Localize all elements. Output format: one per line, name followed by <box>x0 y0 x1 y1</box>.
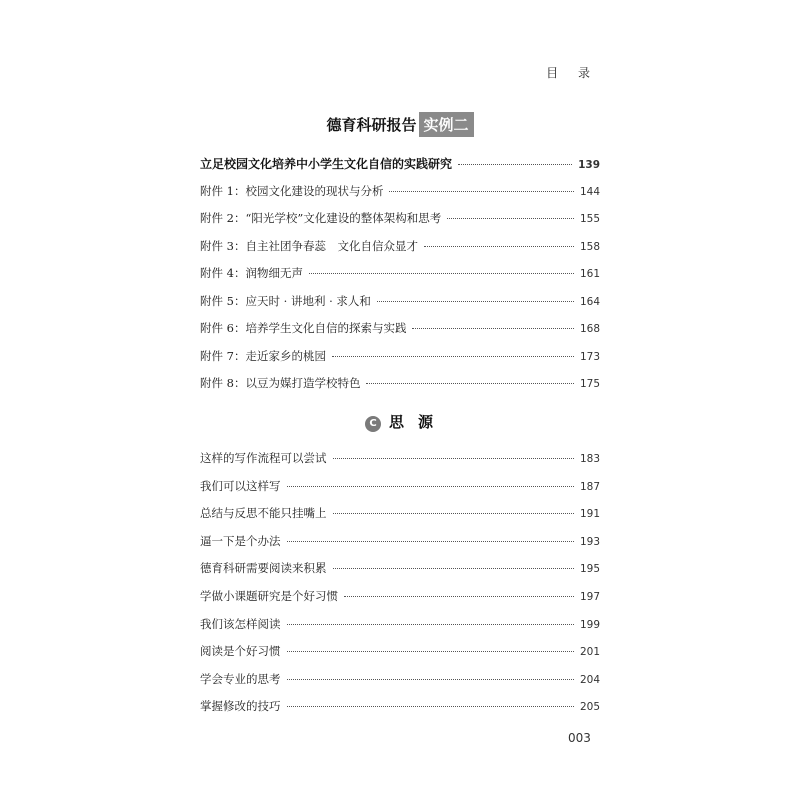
toc-entry-page: 191 <box>579 508 600 521</box>
dot-leader <box>287 486 574 487</box>
toc-entry-title: 我们该怎样阅读 <box>200 616 281 631</box>
toc-entry[interactable] <box>200 643 600 671</box>
toc-entry-title: 附件 2：“阳光学校”文化建设的整体架构和思考 <box>200 211 442 225</box>
toc-entry[interactable] <box>200 348 600 376</box>
dot-leader <box>377 301 574 302</box>
toc-entry-title: 总结与反思不能只挂嘴上 <box>200 506 327 521</box>
toc-entry[interactable] <box>200 533 600 561</box>
section-title-part: 思 <box>388 413 406 431</box>
toc-entry[interactable] <box>200 375 600 403</box>
toc-entry-title: 学会专业的思考 <box>200 671 281 686</box>
toc-entry-page: 173 <box>579 350 600 363</box>
toc-entry-title: 逼一下是个办法 <box>200 533 281 548</box>
section-title-part: 源 <box>418 413 436 431</box>
toc-entry[interactable] <box>200 560 600 588</box>
toc-entry-page: 158 <box>579 240 600 253</box>
dot-leader <box>287 651 574 652</box>
toc-entry[interactable] <box>200 183 600 211</box>
dot-leader <box>458 164 572 165</box>
toc-entry[interactable] <box>200 698 600 726</box>
dot-leader <box>287 624 574 625</box>
toc-entry-title: 附件 1：校园文化建设的现状与分析 <box>200 183 384 198</box>
toc-entry-title: 附件 6：培养学生文化自信的探索与实践 <box>200 321 407 335</box>
toc-entry-page: 164 <box>579 295 600 308</box>
dot-leader <box>412 328 573 329</box>
toc-entry-page: 193 <box>579 535 600 548</box>
toc-entry[interactable] <box>200 155 600 183</box>
toc-entry[interactable] <box>200 478 600 506</box>
toc-entry-title: 我们可以这样写 <box>200 478 281 493</box>
toc-entry[interactable] <box>200 588 600 616</box>
toc-entry-title: 掌握修改的技巧 <box>200 699 281 714</box>
toc-entry[interactable] <box>200 616 600 644</box>
toc-entry[interactable] <box>200 293 600 321</box>
toc-entry-title: 附件 4：润物细无声 <box>200 266 303 280</box>
dot-leader <box>424 246 574 247</box>
toc-entry-page: 197 <box>579 590 600 603</box>
dot-leader <box>389 191 573 192</box>
toc-entry-title: 附件 3：自主社团争春蕊 文化自信众显才 <box>200 238 418 253</box>
section-marker-circle-icon: C <box>365 416 381 432</box>
dot-leader <box>366 383 573 384</box>
toc-entry-title: 附件 8：以豆为媒打造学校特色 <box>200 376 361 390</box>
toc-entry[interactable] <box>200 671 600 699</box>
toc-entry[interactable] <box>200 238 600 266</box>
toc-entry-title: 德育科研需要阅读来积累 <box>200 561 327 576</box>
page-number: 003 <box>568 731 591 745</box>
toc-entry-page: 161 <box>579 268 600 280</box>
toc-entry[interactable] <box>200 320 600 348</box>
dot-leader <box>309 273 574 274</box>
dot-leader <box>344 596 574 597</box>
toc-entry-page: 139 <box>578 159 600 171</box>
dot-leader <box>333 458 574 459</box>
dot-leader <box>332 356 574 357</box>
section-title-thinking-source <box>0 411 800 432</box>
dot-leader <box>333 513 574 514</box>
toc-entry-page: 205 <box>579 701 600 714</box>
toc-entry-page: 155 <box>579 213 600 225</box>
section-title-research-report <box>0 112 800 137</box>
toc-entry-title: 附件 5：应天时 · 讲地利 · 求人和 <box>200 293 371 308</box>
toc-entry-page: 195 <box>579 563 600 576</box>
running-header: 目 录 <box>546 66 598 80</box>
toc-entry[interactable] <box>200 210 600 238</box>
toc-entry-title: 附件 7：走近家乡的桃园 <box>200 348 326 363</box>
dot-leader <box>333 568 574 569</box>
toc-entry-page: 199 <box>579 618 600 631</box>
dot-leader <box>447 218 574 219</box>
toc-entry-page: 183 <box>579 453 600 465</box>
toc-entry-page: 175 <box>579 378 600 390</box>
dot-leader <box>287 679 574 680</box>
toc-list-thinking-source <box>200 450 600 726</box>
toc-entry-title: 阅读是个好习惯 <box>200 644 281 659</box>
dot-leader <box>287 706 574 707</box>
toc-entry[interactable] <box>200 505 600 533</box>
dot-leader <box>287 541 574 542</box>
toc-entry-page: 204 <box>579 673 600 686</box>
toc-entry-page: 187 <box>579 480 600 493</box>
toc-entry[interactable] <box>200 450 600 478</box>
toc-entry-page: 168 <box>579 323 600 335</box>
toc-entry-title: 这样的写作流程可以尝试 <box>200 451 327 465</box>
toc-entry-title: 立足校园文化培养中小学生文化自信的实践研究 <box>200 157 453 171</box>
toc-entry-page: 144 <box>579 185 600 198</box>
toc-entry-title: 学做小课题研究是个好习惯 <box>200 588 338 603</box>
section-badge: 实例二 <box>419 112 474 137</box>
section-title-text: 德育科研报告 <box>326 116 417 134</box>
toc-entry-page: 201 <box>579 646 600 659</box>
toc-entry[interactable] <box>200 265 600 293</box>
toc-list-research-report <box>200 155 600 403</box>
